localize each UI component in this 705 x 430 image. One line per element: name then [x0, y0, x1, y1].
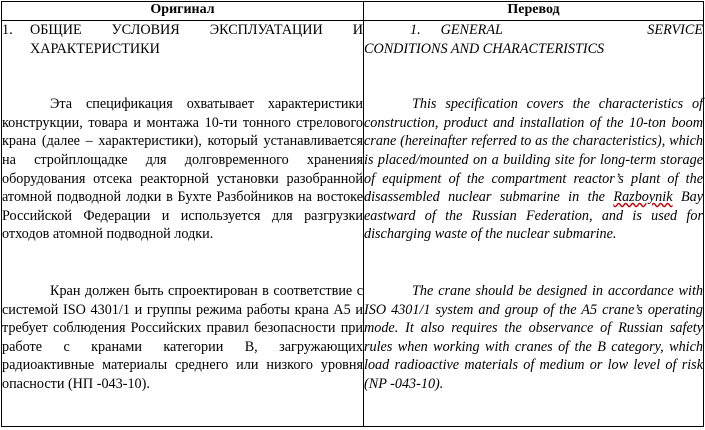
spellcheck-flagged-word: Razboynik [613, 189, 673, 206]
translation-paragraph-1 [364, 95, 703, 244]
translation-table [1, 1, 704, 427]
header-translation: Перевод [364, 2, 704, 21]
original-section-number: 1. [2, 22, 13, 38]
original-section-title: ОБЩИЕ УСЛОВИЯ ЭКСПЛУАТАЦИИ И ХАРАКТЕРИСТИКИ [30, 22, 363, 57]
original-paragraph-2: Кран должен быть спроектирован в соответствие с системой ISO 4301/1 и группы режима работы крана А5 и требует соблюдения Российских правил безопасности при работе с кранами категории В, загружающих радиоактивные материалы среднего или низкого уровня опасности (НП -043-10). [2, 282, 363, 392]
original-section-heading [2, 21, 363, 58]
header-row [2, 2, 704, 21]
translation-cell [364, 21, 704, 427]
translation-paragraph-1-part2: Bay eastward of the Russian Federation, and is used for discharging waste of the nuclear submarine. [364, 189, 703, 243]
translation-section-heading [364, 21, 703, 40]
translation-paragraph-1-part1: This specification covers the characteristics of construction, product and installation of the 10-ton boom crane (hereinafter referred to as the characteristics), which is placed/mounted on a building site for long-term storage of equipment of the compartment reactor’s plant of the disassembled nuclear submarine in the [364, 96, 703, 206]
original-cell [2, 21, 364, 427]
translation-section-number: 1. [410, 22, 421, 38]
translation-paragraph-2: The crane should be designed in accordance with ISO 4301/1 system and group of the A5 crane’s operating mode. It also requires the observance of Russian safety rules when working with cranes of the B category, which load radioactive materials of medium or low level of risk (NP -043-10). [364, 282, 703, 392]
translation-section-title-line2: CONDITIONS AND CHARACTERISTICS [364, 40, 605, 57]
header-original: Оригинал [2, 2, 364, 21]
content-row [2, 21, 704, 427]
original-paragraph-1: Эта спецификация охватывает характеристики конструкции, товара и монтажа 10-ти тонного стрелового крана (далее – характеристики), который устанавливается на стройплощадке для долговременного хранения оборудования отсека реакторной установки разобранной атомной подводной лодки в Бухте Разбойников на востоке Российской Федерации и используется для разгрузки отходов атомной подводной лодки. [2, 96, 363, 243]
translation-section-title-line1: GENERAL SERVICE [440, 22, 703, 38]
